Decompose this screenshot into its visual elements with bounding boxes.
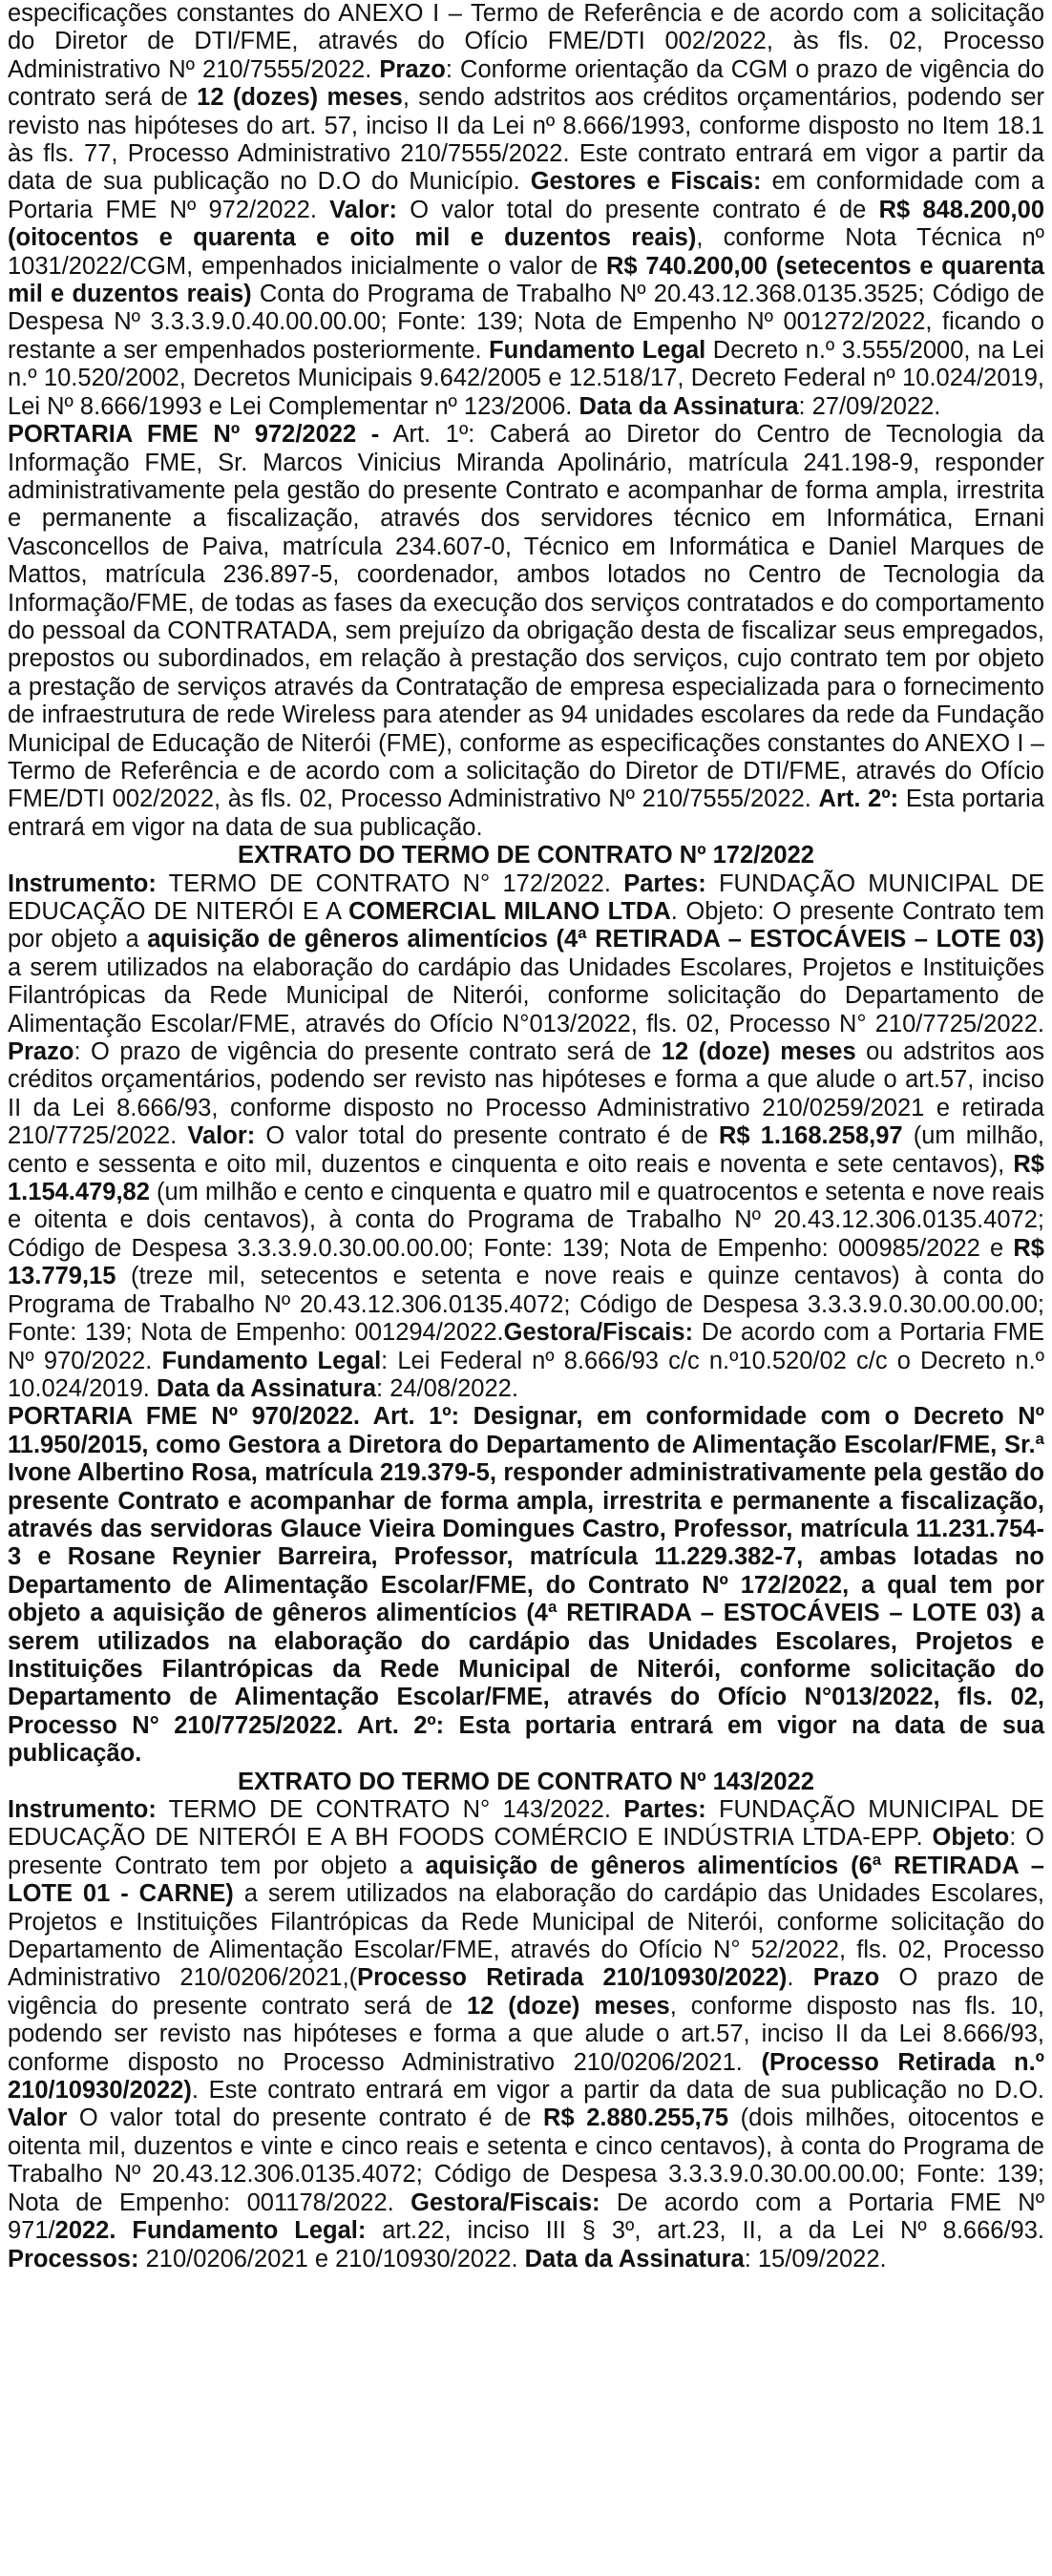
text-run: : 15/09/2022. — [744, 2245, 887, 2272]
section-heading — [8, 1769, 1044, 1796]
text-run: FUNDAÇÃO MUNICIPAL DE EDUCAÇÃO DE NITERÓI E A — [8, 869, 1044, 925]
text-run: TERMO DE CONTRATO N° 172/2022. — [156, 869, 624, 897]
bold-text: Fundamento Legal — [489, 336, 706, 364]
document-body — [8, 0, 1044, 2273]
text-run: O prazo de vigência do presente contrato será de — [8, 1964, 1044, 2020]
document-paragraph — [8, 870, 1044, 1404]
text-run: De acordo com a Portaria FME Nº 970/2022. — [8, 1319, 1044, 1374]
text-run: a serem utilizados na elaboração do cardápio das Unidades Escolares, Projetos e Instituições Filantrópicas da Rede Municipal de Niterói, conforme solicitação do Departamento de Alimentação Escolar/FME, através do Ofício N° 52/2022, fls. 02, Processo Administrativo 210/0206/2021,( — [8, 1880, 1044, 1992]
bold-text: R$ 848.200,00 (oitocentos e quarenta e oito mil e duzentos reais) — [8, 196, 1044, 252]
text-run: : Conforme orientação da CGM o prazo de vigência do contrato será de — [8, 55, 1044, 112]
document-paragraph — [8, 0, 1044, 421]
bold-text: 12 (dozes) meses — [197, 84, 403, 112]
text-run: TERMO DE CONTRATO N° 143/2022. — [156, 1796, 624, 1823]
text-run: , conforme disposto nas fls. 10, podendo ser revisto nas hipóteses e forma a que alude o art.57, inciso II da Lei 8.666/93, conforme disposto no Processo Administrativo 210/0206/2021. — [8, 1992, 1044, 2076]
text-run: : O presente Contrato tem por objeto a — [8, 1824, 1044, 1879]
text-run: especificações constantes do ANEXO I – Termo de Referência e de acordo com a solicitação do Diretor de DTI/FME, através do Ofício FME/DTI 002/2022, às fls. 02, Processo Administrativo Nº 210/7555/2022. — [8, 0, 1044, 83]
text-run: a serem utilizados na elaboração do cardápio das Unidades Escolares, Projetos e Instituições Filantrópicas da Rede Municipal de Niterói, conforme solicitação do Departamento de Alimentação Escolar/FME, através do Ofício N°013/2022, fls. 02, Processo N° 210/7725/2022. — [8, 953, 1044, 1037]
bold-text: Partes: — [623, 869, 706, 897]
text-run: , sendo adstritos aos créditos orçamentários, podendo ser revisto nas hipóteses do art. 57, inciso II da Lei nº 8.666/1993, conforme disposto no Item 18.1 às fls. 77, Processo Administrativo 210/7555/2022. Este contrato entrará em vigor a partir da data de sua publicação no D.O do Município. — [8, 84, 1044, 196]
text-run: . Este contrato entrará em vigor a partir da data de sua publicação no D.O. — [191, 2077, 1044, 2105]
text-run: , conforme Nota Técnica nº 1031/2022/CGM, empenhados inicialmente o valor de — [8, 224, 1044, 280]
text-run: : 27/09/2022. — [798, 392, 941, 420]
bold-text: Data da Assinatura — [524, 2245, 745, 2272]
bold-text: Data da Assinatura — [579, 392, 799, 420]
bold-text: Prazo — [812, 1964, 880, 1992]
bold-text: Processos: — [8, 2245, 139, 2272]
bold-text: Gestora/Fiscais: — [503, 1319, 694, 1347]
text-run: em conformidade com a Portaria FME Nº 972/2022. — [8, 168, 1045, 223]
text-run: Decreto n.º 3.555/2000, na Lei n.º 10.520/2002, Decretos Municipais 9.642/2005 e 12.518/17, Decreto Federal nº 10.024/2019, Lei Nº 8.666/1993 e Lei Complementar nº 123/2006. — [8, 336, 1044, 420]
bold-text: Valor: — [187, 1122, 256, 1150]
text-run: : Lei Federal nº 8.666/93 c/c n.º10.520/02 c/c o Decreto n.º 10.024/2019. — [8, 1347, 1044, 1402]
text-run: FUNDAÇÃO MUNICIPAL DE EDUCAÇÃO DE NITERÓI E A BH FOODS COMÉRCIO E INDÚSTRIA LTDA-EPP. — [8, 1796, 1044, 1852]
text-run: De acordo com a Portaria FME Nº 971/ — [8, 2189, 1045, 2245]
text-run: (dois milhões, oitocentos e oitenta mil, duzentos e vinte e cinco reais e setenta e cinco centavos), à conta do Programa de Trabalho Nº 20.43.12.306.0135.4072; Código de Despesa 3.3.3.9.0.30.00.00.00; Fonte: 139; Nota de Empenho: 001178/2022. — [8, 2105, 1044, 2216]
bold-text: Objeto — [932, 1824, 1010, 1852]
bold-text: (Processo Retirada n.º 210/10930/2022) — [8, 2048, 1044, 2105]
text-run: Conta do Programa de Trabalho Nº 20.43.12.368.0135.3525; Código de Despesa Nº 3.3.3.9.0.40.00.00.00; Fonte: 139; Nota de Empenho Nº 001272/2022, ficando o restante a ser empenhados posteriormente. — [8, 281, 1044, 364]
text-run: art.22, inciso III § 3º, art.23, II, a da Lei Nº 8.666/93. — [366, 2217, 1044, 2245]
bold-text: PORTARIA FME Nº 972/2022 - — [8, 421, 380, 449]
bold-text: R$ 740.200,00 (setecentos e quarenta mil e duzentos reais) — [8, 252, 1044, 308]
text-run: : O prazo de vigência do presente contrato será de — [74, 1038, 662, 1066]
bold-text: aquisição de gêneros alimentícios (6ª RETIRADA – LOTE 01 - CARNE) — [8, 1852, 1044, 1908]
document-paragraph — [8, 1403, 1044, 1768]
bold-text: EXTRATO DO TERMO DE CONTRATO Nº 172/2022 — [238, 842, 814, 869]
text-run: . Objeto: O presente Contrato tem por objeto a — [8, 898, 1045, 953]
bold-text: R$ 1.154.479,82 — [8, 1150, 1044, 1206]
bold-text: Data da Assinatura — [156, 1374, 377, 1402]
bold-text: 12 (doze) meses — [466, 1992, 670, 2020]
bold-text: R$ 1.168.258,97 — [719, 1122, 903, 1150]
bold-text: Gestores e Fiscais: — [530, 168, 762, 196]
text-run: (treze mil, setecentos e setenta e nove reais e quinze centavos) à conta do Programa de Trabalho Nº 20.43.12.306.0135.4072; Código de Despesa 3.3.3.9.0.30.00.00.00; Fonte: 139; Nota de Empenho: 001294/2022. — [8, 1263, 1044, 1347]
bold-text: Instrumento: — [8, 869, 157, 897]
bold-text: aquisição de gêneros alimentícios (4ª RETIRADA – ESTOCÁVEIS – LOTE 03) — [147, 926, 1044, 953]
text-run: : 24/08/2022. — [376, 1374, 518, 1402]
bold-text: Art. 2º: — [818, 785, 899, 813]
text-run: O valor total do presente contrato é de — [67, 2105, 544, 2132]
bold-text: 2022. Fundamento Legal: — [54, 2217, 367, 2245]
text-run: ou adstritos aos créditos orçamentários, podendo ser revisto nas hipóteses e forma a que alude o art.57, inciso II da Lei 8.666/93, conforme disposto no Processo Administrativo 210/0259/2021 e retirada 210/7725/2022. — [8, 1038, 1044, 1150]
bold-text: Valor: — [329, 196, 398, 223]
document-paragraph — [8, 421, 1044, 842]
document-paragraph — [8, 1796, 1044, 2273]
bold-text: Partes: — [623, 1796, 706, 1823]
bold-text: 12 (doze) meses — [661, 1038, 856, 1066]
text-run: (um milhão, cento e sessenta e oito mil, duzentos e cinquenta e oito reais e noventa e sete centavos), — [8, 1122, 1044, 1178]
bold-text: Prazo — [379, 55, 446, 83]
bold-text: Processo Retirada 210/10930/2022) — [357, 1964, 788, 1992]
bold-text: Valor — [8, 2105, 68, 2132]
bold-text: Instrumento: — [8, 1796, 157, 1823]
section-heading — [8, 842, 1044, 869]
bold-text: PORTARIA FME Nº 970/2022. Art. 1º: Designar, em conformidade com o Decreto Nº 11.950/2015, como Gestora a Diretora do Departamento de Alimentação Escolar/FME, Sr.ª Ivone Albertino Rosa, matrícula 219.379-5, responder administrativamente pela gestão do presente Contrato e acompanhar de forma ampla, irrestrita e permanente a fiscalização, através das servidoras Glauce Vieira Domingues Castro, Professor, matrícula 11.231.754-3 e Rosane Reynier Barreira, Professor, matrícula 11.229.382-7, ambas lotadas no Departamento de Alimentação Escolar/FME, do Contrato Nº 172/2022, a qual tem por objeto a aquisição de gêneros alimentícios (4ª RETIRADA – ESTOCÁVEIS – LOTE 03) a serem utilizados na elaboração do cardápio das Unidades Escolares, Projetos e Instituições Filantrópicas da Rede Municipal de Niterói, conforme solicitação do Departamento de Alimentação Escolar/FME, através do Ofício N°013/2022, fls. 02, Processo N° 210/7725/2022. Art. 2º: Esta portaria entrará em vigor na data de sua publicação. — [8, 1403, 1044, 1768]
text-run: . — [787, 1964, 813, 1992]
text-run: (um milhão e cento e cinquenta e quatro mil e quatrocentos e setenta e nove reais e oitenta e dois centavos), à conta do Programa de Trabalho Nº 20.43.12.306.0135.4072; Código de Despesa 3.3.3.9.0.30.00.00.00; Fonte: 139; Nota de Empenho: 000985/2022 e — [8, 1179, 1044, 1262]
bold-text: Gestora/Fiscais: — [410, 2189, 600, 2216]
bold-text: EXTRATO DO TERMO DE CONTRATO Nº 143/2022 — [238, 1768, 814, 1795]
bold-text: Fundamento Legal — [161, 1347, 382, 1374]
bold-text: Prazo — [8, 1038, 74, 1066]
text-run: Art. 1º: Caberá ao Diretor do Centro de Tecnologia da Informação FME, Sr. Marcos Vinicius Miranda Apolinário, matrícula 241.198-9, responder administrativamente pela gestão do presente Contrato e acompanhar de forma ampla, irrestrita e permanente a fiscalização, através dos servidores técnico em Informática, Ernani Vasconcellos de Paiva, matrícula 234.607-0, Técnico em Informática e Daniel Marques de Mattos, matrícula 236.897-5, coordenador, ambos lotados no Centro de Tecnologia da Informação/FME, de todas as fases da execução dos serviços contratados e do comportamento do pessoal da CONTRATADA, sem prejuízo da obrigação desta de fiscalizar seus empregados, prepostos ou subordinados, em relação à prestação dos serviços, cujo contrato tem por objeto a prestação de serviços através da Contratação de empresa especializada para o fornecimento de infraestrutura de rede Wireless para atender as 94 unidades escolares da rede da Fundação Municipal de Educação de Niterói (FME), conforme as especificações constantes do ANEXO I – Termo de Referência e de acordo com a solicitação do Diretor de DTI/FME, através do Ofício FME/DTI 002/2022, às fls. 02, Processo Administrativo Nº 210/7555/2022. — [8, 421, 1044, 813]
bold-text: R$ 2.880.255,75 — [543, 2105, 729, 2132]
bold-text: COMERCIAL MILANO LTDA — [348, 898, 671, 925]
text-run: Esta portaria entrará em vigor na data de sua publicação. — [8, 785, 1044, 841]
bold-text: R$ 13.779,15 — [8, 1234, 1044, 1290]
text-run: O valor total do presente contrato é de — [255, 1122, 719, 1150]
text-run: O valor total do presente contrato é de — [397, 196, 879, 223]
text-run: 210/0206/2021 e 210/10930/2022. — [138, 2245, 525, 2272]
